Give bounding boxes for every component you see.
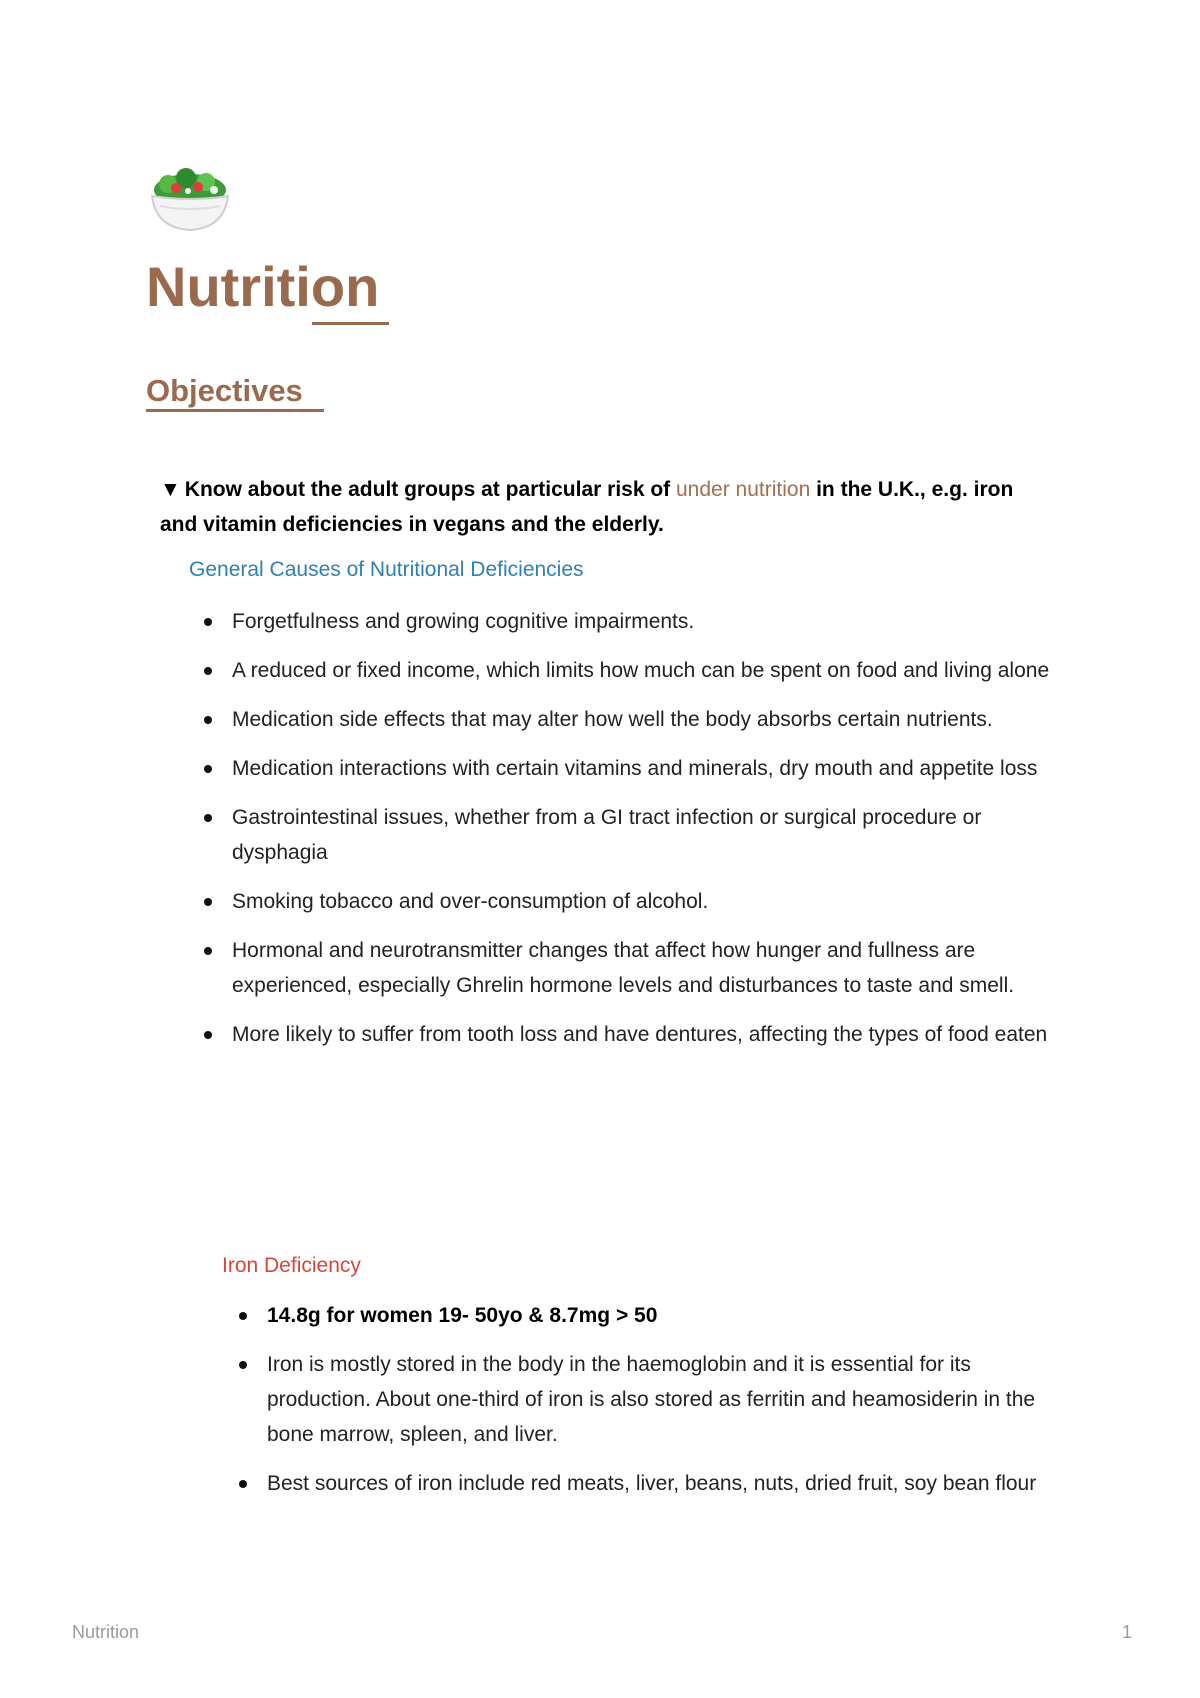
triangle-down-icon[interactable]: ▼: [160, 478, 181, 501]
page-title: Nutrition: [146, 255, 380, 318]
list-item: Medication interactions with certain vitamins and minerals, dry mouth and appetite loss: [202, 751, 1062, 786]
salad-bowl-icon: [146, 162, 234, 234]
general-causes-list: [202, 604, 1062, 1066]
list-item: A reduced or fixed income, which limits how much can be spent on food and living alone: [202, 653, 1062, 688]
page-number: 1: [1122, 1622, 1133, 1642]
list-item: Iron is mostly stored in the body in the haemoglobin and it is essential for its production. About one-third of iron is also stored as ferritin and heamosiderin in the bone marrow, spleen, and liver.: [237, 1347, 1067, 1452]
under-nutrition-link[interactable]: under nutrition: [676, 478, 811, 501]
list-item: Forgetfulness and growing cognitive impairments.: [202, 604, 1062, 639]
objectives-heading: Objectives: [146, 373, 303, 408]
list-item: 14.8g for women 19- 50yo & 8.7mg > 50: [237, 1298, 1067, 1333]
title-underline: [312, 322, 389, 325]
iron-deficiency-list: [237, 1298, 1067, 1515]
list-item: Medication side effects that may alter how well the body absorbs certain nutrients.: [202, 702, 1062, 737]
list-item: Hormonal and neurotransmitter changes that affect how hunger and fullness are experienced, especially Ghrelin hormone levels and disturbances to taste and smell.: [202, 933, 1062, 1003]
footer-title: Nutrition: [72, 1622, 140, 1642]
objectives-underline: [146, 409, 324, 412]
general-causes-heading: General Causes of Nutritional Deficiencies: [189, 558, 584, 581]
iron-deficiency-heading: Iron Deficiency: [222, 1254, 361, 1277]
objective-text-before: Know about the adult groups at particular risk of: [184, 478, 676, 501]
objective-text-after: in the U.K., e.g. iron and vitamin deficiencies in vegans and the elderly.: [160, 478, 1014, 536]
list-item: Smoking tobacco and over-consumption of alcohol.: [202, 884, 1062, 919]
list-item: More likely to suffer from tooth loss and have dentures, affecting the types of food eaten: [202, 1017, 1062, 1052]
list-item: Gastrointestinal issues, whether from a GI tract infection or surgical procedure or dysphagia: [202, 800, 1062, 870]
objective-toggle[interactable]: [160, 472, 1050, 542]
list-item: Best sources of iron include red meats, liver, beans, nuts, dried fruit, soy bean flour: [237, 1466, 1067, 1501]
